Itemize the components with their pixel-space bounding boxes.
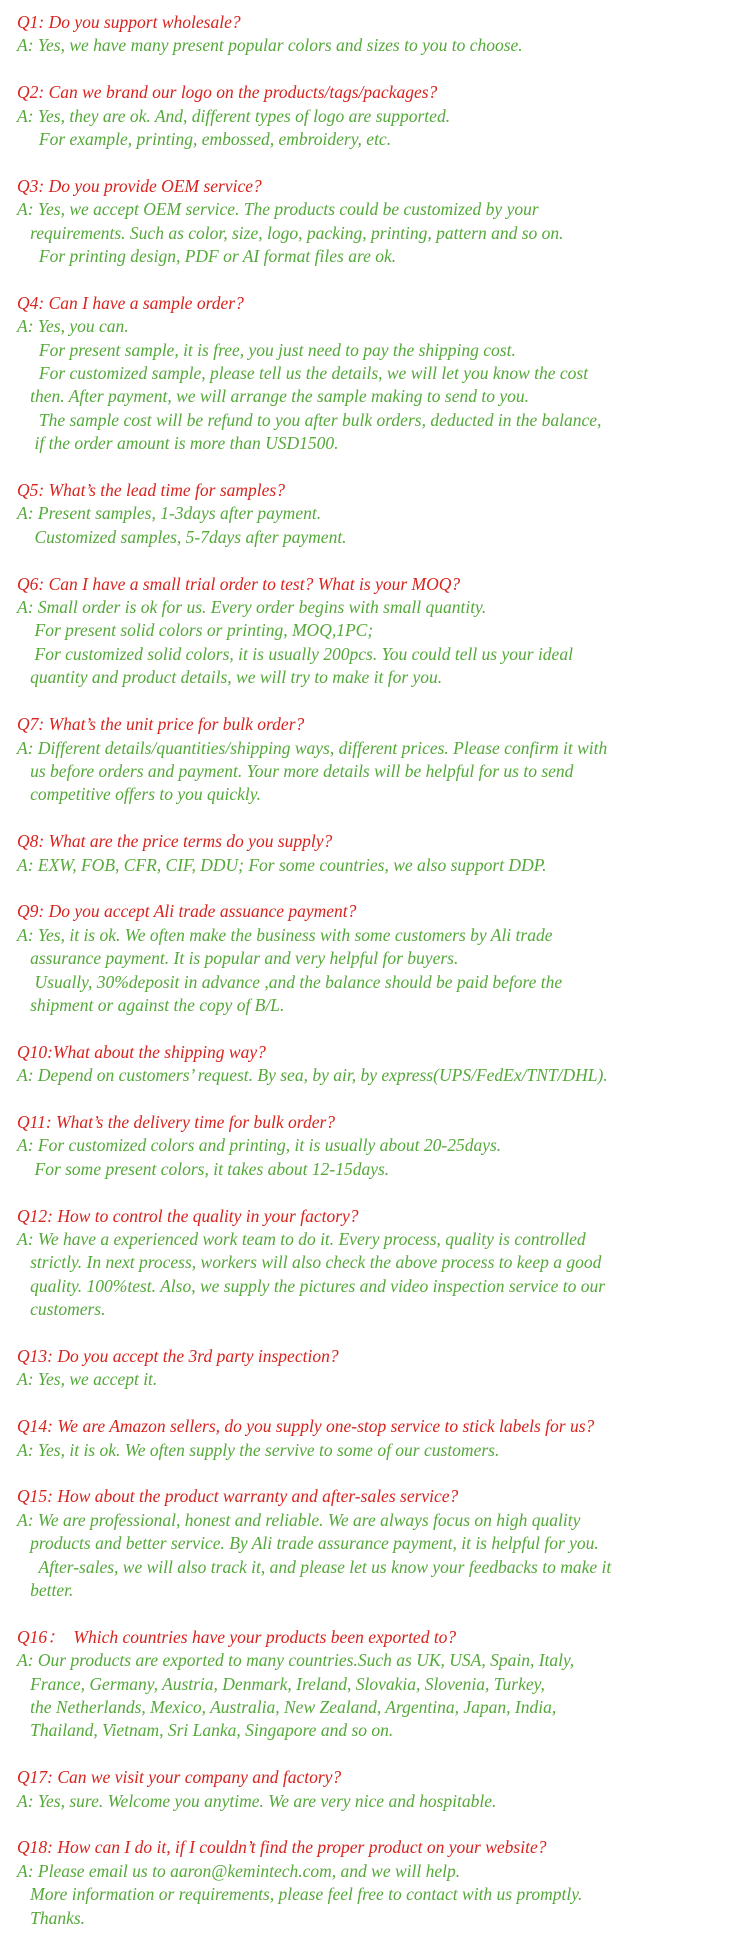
faq-question: Q18: How can I do it, if I couldn’t find the proper product on your website? (17, 1837, 547, 1858)
faq-list (17, 11, 747, 1953)
faq-answer-line: For present sample, it is free, you just need to pay the shipping cost. (17, 339, 516, 360)
faq-answer-line: the Netherlands, Mexico, Australia, New Zealand, Argentina, Japan, India, (17, 1697, 557, 1718)
faq-question: Q12: How to control the quality in your factory? (17, 1205, 359, 1226)
faq-answer-line: A: Yes, we accept it. (17, 1369, 158, 1390)
faq-answer-line: More information or requirements, please feel free to contact with us promptly. (17, 1884, 583, 1905)
faq-answer-line: quantity and product details, we will try to make it for you. (17, 667, 443, 688)
faq-question: Q15: How about the product warranty and after-sales service? (17, 1486, 459, 1507)
faq-item (17, 900, 747, 1017)
faq-answer-line: For customized solid colors, it is usually 200pcs. You could tell us your ideal (17, 643, 573, 664)
faq-question: Q10:What about the shipping way? (17, 1041, 266, 1062)
faq-answer-line: quality. 100%test. Also, we supply the pictures and video inspection service to our (17, 1275, 606, 1296)
faq-item (17, 175, 747, 269)
faq-answer-line: For example, printing, embossed, embroidery, etc. (17, 129, 392, 150)
faq-answer-line: A: Yes, it is ok. We often make the business with some customers by Ali trade (17, 924, 553, 945)
faq-answer-line: Thanks. (17, 1907, 86, 1928)
faq-question: Q9: Do you accept Ali trade assuance payment? (17, 901, 357, 922)
faq-item (17, 11, 747, 58)
faq-item (17, 292, 747, 456)
faq-answer-line: A: EXW, FOB, CFR, CIF, DDU; For some countries, we also support DDP. (17, 854, 547, 875)
faq-item (17, 1041, 747, 1088)
faq-question: Q7: What’s the unit price for bulk order? (17, 714, 305, 735)
faq-question: Q8: What are the price terms do you supply? (17, 831, 333, 852)
faq-answer-line: if the order amount is more than USD1500. (17, 433, 339, 454)
faq-answer-line: For some present colors, it takes about 12-15days. (17, 1158, 390, 1179)
faq-item (17, 1485, 747, 1602)
faq-answer-line: customers. (17, 1299, 106, 1320)
faq-answer-line: Thailand, Vietnam, Sri Lanka, Singapore and so on. (17, 1720, 394, 1741)
faq-answer-line: A: Different details/quantities/shipping ways, different prices. Please confirm it with (17, 737, 608, 758)
faq-item (17, 479, 747, 549)
faq-answer-line: A: We have a experienced work team to do it. Every process, quality is controlled (17, 1228, 586, 1249)
faq-question: Q6: Can I have a small trial order to test? What is your MOQ? (17, 573, 461, 594)
faq-answer-line: A: Small order is ok for us. Every order begins with small quantity. (17, 597, 487, 618)
faq-item (17, 1415, 747, 1462)
faq-question: Q2: Can we brand our logo on the products/tags/packages? (17, 82, 438, 103)
faq-item (17, 573, 747, 690)
faq-item (17, 81, 747, 151)
faq-item (17, 1766, 747, 1813)
faq-answer-line: strictly. In next process, workers will also check the above process to keep a good (17, 1252, 602, 1273)
faq-answer-line: A: Yes, sure. Welcome you anytime. We are very nice and hospitable. (17, 1790, 497, 1811)
faq-answer-line: shipment or against the copy of B/L. (17, 994, 285, 1015)
faq-answer-line: A: Yes, we accept OEM service. The products could be customized by your (17, 199, 539, 220)
faq-answer-line: For present solid colors or printing, MOQ,1PC; (17, 620, 374, 641)
faq-answer-line: The sample cost will be refund to you after bulk orders, deducted in the balance, (17, 409, 602, 430)
faq-answer-line: products and better service. By Ali trade assurance payment, it is helpful for you. (17, 1533, 599, 1554)
faq-answer-line: A: Yes, we have many present popular colors and sizes to you to choose. (17, 35, 523, 56)
faq-question: Q11: What’s the delivery time for bulk order? (17, 1111, 336, 1132)
faq-item (17, 1111, 747, 1181)
faq-question: Q5: What’s the lead time for samples? (17, 480, 285, 501)
faq-item (17, 1626, 747, 1743)
faq-answer-line: A: Yes, you can. (17, 316, 129, 337)
faq-question: Q4: Can I have a sample order? (17, 292, 244, 313)
faq-answer-line: better. (17, 1580, 74, 1600)
faq-question: Q1: Do you support wholesale? (17, 12, 241, 32)
faq-question: Q17: Can we visit your company and factory? (17, 1767, 342, 1788)
faq-answer-line: For printing design, PDF or AI format files are ok. (17, 246, 397, 267)
faq-answer-line: Customized samples, 5-7days after payment. (17, 526, 347, 547)
faq-answer-line: A: Please email us to aaron@kemintech.com, and we will help. (17, 1860, 461, 1881)
faq-answer-line: A: Depend on customers’ request. By sea, by air, by express(UPS/FedEx/TNT/DHL). (17, 1065, 608, 1086)
faq-answer-line: A: Yes, it is ok. We often supply the servive to some of our customers. (17, 1439, 500, 1460)
faq-answer-line: France, Germany, Austria, Denmark, Ireland, Slovakia, Slovenia, Turkey, (17, 1673, 545, 1694)
faq-answer-line: us before orders and payment. Your more details will be helpful for us to send (17, 760, 574, 781)
faq-item (17, 1205, 747, 1322)
faq-item (17, 1836, 747, 1930)
faq-question: Q13: Do you accept the 3rd party inspection? (17, 1345, 339, 1366)
faq-question: Q14: We are Amazon sellers, do you supply one-stop service to stick labels for us? (17, 1416, 595, 1437)
faq-answer-line: assurance payment. It is popular and very helpful for buyers. (17, 948, 459, 969)
faq-item (17, 713, 747, 807)
faq-answer-line: A: For customized colors and printing, it is usually about 20-25days. (17, 1135, 502, 1156)
faq-item (17, 830, 747, 877)
faq-item (17, 1345, 747, 1392)
faq-answer-line: For customized sample, please tell us the details, we will let you know the cost (17, 363, 589, 384)
faq-answer-line: then. After payment, we will arrange the sample making to send to you. (17, 386, 529, 407)
faq-question: Q16： Which countries have your products been exported to? (17, 1626, 457, 1647)
faq-answer-line: A: Yes, they are ok. And, different types of logo are supported. (17, 105, 451, 126)
faq-answer-line: A: Our products are exported to many countries.Such as UK, USA, Spain, Italy, (17, 1650, 575, 1671)
faq-answer-line: Usually, 30%deposit in advance ,and the balance should be paid before the (17, 971, 563, 992)
faq-question: Q3: Do you provide OEM service? (17, 175, 262, 196)
faq-answer-line: A: Present samples, 1-3days after payment. (17, 503, 322, 524)
faq-answer-line: After-sales, we will also track it, and please let us know your feedbacks to make it (17, 1556, 612, 1577)
faq-answer-line: requirements. Such as color, size, logo, packing, printing, pattern and so on. (17, 222, 564, 243)
faq-answer-line: A: We are professional, honest and reliable. We are always focus on high quality (17, 1509, 581, 1530)
faq-answer-line: competitive offers to you quickly. (17, 784, 261, 805)
